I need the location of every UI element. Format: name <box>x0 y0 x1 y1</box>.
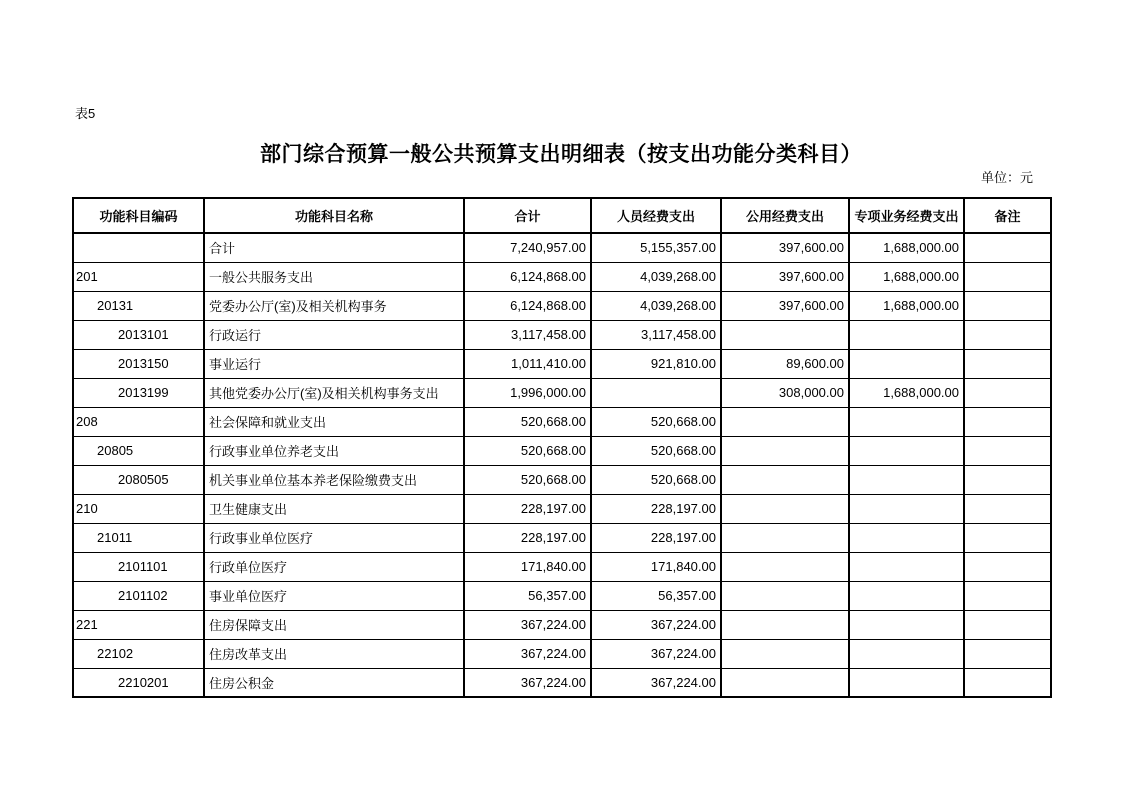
cell-special <box>849 494 964 523</box>
header-special: 专项业务经费支出 <box>849 198 964 233</box>
cell-total: 7,240,957.00 <box>464 233 591 262</box>
cell-code: 2101102 <box>73 581 204 610</box>
cell-public <box>721 523 849 552</box>
header-total: 合计 <box>464 198 591 233</box>
table-row <box>73 668 1051 697</box>
cell-personnel: 5,155,357.00 <box>591 233 721 262</box>
cell-total: 171,840.00 <box>464 552 591 581</box>
cell-total: 367,224.00 <box>464 610 591 639</box>
table-row <box>73 233 1051 262</box>
table-row <box>73 523 1051 552</box>
cell-special <box>849 523 964 552</box>
cell-total: 1,996,000.00 <box>464 378 591 407</box>
cell-personnel: 228,197.00 <box>591 523 721 552</box>
cell-public <box>721 639 849 668</box>
sheet-label: 表5 <box>75 106 96 121</box>
cell-personnel: 520,668.00 <box>591 407 721 436</box>
cell-total: 228,197.00 <box>464 494 591 523</box>
cell-code: 2101101 <box>73 552 204 581</box>
cell-name: 一般公共服务支出 <box>204 262 464 291</box>
header-remark: 备注 <box>964 198 1051 233</box>
cell-name: 住房公积金 <box>204 668 464 697</box>
cell-remark <box>964 494 1051 523</box>
cell-personnel: 3,117,458.00 <box>591 320 721 349</box>
table-row <box>73 436 1051 465</box>
cell-public: 308,000.00 <box>721 378 849 407</box>
cell-code: 2013101 <box>73 320 204 349</box>
cell-name: 行政事业单位养老支出 <box>204 436 464 465</box>
cell-remark <box>964 407 1051 436</box>
table-row <box>73 378 1051 407</box>
cell-remark <box>964 581 1051 610</box>
table-row <box>73 407 1051 436</box>
table-row <box>73 349 1051 378</box>
cell-code: 21011 <box>73 523 204 552</box>
table-row <box>73 262 1051 291</box>
cell-public <box>721 494 849 523</box>
cell-remark <box>964 610 1051 639</box>
cell-code <box>73 233 204 262</box>
cell-personnel: 4,039,268.00 <box>591 291 721 320</box>
cell-name: 事业运行 <box>204 349 464 378</box>
cell-special: 1,688,000.00 <box>849 291 964 320</box>
cell-public: 397,600.00 <box>721 291 849 320</box>
cell-name: 其他党委办公厅(室)及相关机构事务支出 <box>204 378 464 407</box>
cell-name: 事业单位医疗 <box>204 581 464 610</box>
cell-total: 367,224.00 <box>464 639 591 668</box>
cell-code: 2013199 <box>73 378 204 407</box>
cell-public <box>721 581 849 610</box>
cell-name: 卫生健康支出 <box>204 494 464 523</box>
cell-special <box>849 320 964 349</box>
cell-code: 201 <box>73 262 204 291</box>
cell-total: 56,357.00 <box>464 581 591 610</box>
cell-code: 221 <box>73 610 204 639</box>
cell-name: 合计 <box>204 233 464 262</box>
table-row <box>73 494 1051 523</box>
cell-personnel: 56,357.00 <box>591 581 721 610</box>
cell-remark <box>964 378 1051 407</box>
header-row <box>73 198 1051 233</box>
cell-total: 520,668.00 <box>464 465 591 494</box>
cell-name: 住房改革支出 <box>204 639 464 668</box>
cell-remark <box>964 320 1051 349</box>
table-row <box>73 465 1051 494</box>
cell-public: 397,600.00 <box>721 233 849 262</box>
cell-personnel: 520,668.00 <box>591 436 721 465</box>
header-code: 功能科目编码 <box>73 198 204 233</box>
cell-public <box>721 668 849 697</box>
header-personnel: 人员经费支出 <box>591 198 721 233</box>
cell-remark <box>964 523 1051 552</box>
cell-total: 520,668.00 <box>464 407 591 436</box>
cell-public <box>721 320 849 349</box>
cell-code: 2210201 <box>73 668 204 697</box>
cell-remark <box>964 436 1051 465</box>
cell-public <box>721 465 849 494</box>
cell-code: 2013150 <box>73 349 204 378</box>
cell-special <box>849 349 964 378</box>
cell-special: 1,688,000.00 <box>849 233 964 262</box>
cell-code: 22102 <box>73 639 204 668</box>
cell-public: 89,600.00 <box>721 349 849 378</box>
table-row <box>73 291 1051 320</box>
header-name: 功能科目名称 <box>204 198 464 233</box>
cell-personnel: 171,840.00 <box>591 552 721 581</box>
cell-special <box>849 581 964 610</box>
cell-name: 社会保障和就业支出 <box>204 407 464 436</box>
table-row <box>73 639 1051 668</box>
cell-personnel: 520,668.00 <box>591 465 721 494</box>
cell-name: 党委办公厅(室)及相关机构事务 <box>204 291 464 320</box>
cell-total: 6,124,868.00 <box>464 291 591 320</box>
cell-code: 2080505 <box>73 465 204 494</box>
cell-remark <box>964 465 1051 494</box>
cell-remark <box>964 668 1051 697</box>
cell-special <box>849 639 964 668</box>
cell-total: 228,197.00 <box>464 523 591 552</box>
cell-remark <box>964 233 1051 262</box>
cell-name: 行政单位医疗 <box>204 552 464 581</box>
cell-special <box>849 552 964 581</box>
cell-public <box>721 610 849 639</box>
cell-remark <box>964 291 1051 320</box>
cell-personnel: 367,224.00 <box>591 639 721 668</box>
table-row <box>73 581 1051 610</box>
table-header <box>73 198 1051 233</box>
cell-special <box>849 668 964 697</box>
cell-public <box>721 552 849 581</box>
cell-public <box>721 436 849 465</box>
cell-code: 20805 <box>73 436 204 465</box>
budget-table <box>72 197 1052 698</box>
cell-special <box>849 407 964 436</box>
cell-name: 行政事业单位医疗 <box>204 523 464 552</box>
cell-name: 机关事业单位基本养老保险缴费支出 <box>204 465 464 494</box>
cell-public: 397,600.00 <box>721 262 849 291</box>
cell-public <box>721 407 849 436</box>
cell-special <box>849 610 964 639</box>
cell-personnel <box>591 378 721 407</box>
cell-personnel: 367,224.00 <box>591 610 721 639</box>
cell-total: 520,668.00 <box>464 436 591 465</box>
table-row <box>73 610 1051 639</box>
cell-name: 住房保障支出 <box>204 610 464 639</box>
cell-special <box>849 465 964 494</box>
cell-remark <box>964 262 1051 291</box>
cell-personnel: 921,810.00 <box>591 349 721 378</box>
cell-total: 367,224.00 <box>464 668 591 697</box>
cell-special: 1,688,000.00 <box>849 262 964 291</box>
cell-personnel: 4,039,268.00 <box>591 262 721 291</box>
header-public: 公用经费支出 <box>721 198 849 233</box>
cell-remark <box>964 639 1051 668</box>
unit-label: 单位：元 <box>980 170 1033 185</box>
cell-total: 6,124,868.00 <box>464 262 591 291</box>
table-body <box>73 233 1051 697</box>
cell-name: 行政运行 <box>204 320 464 349</box>
page-title: 部门综合预算一般公共预算支出明细表（按支出功能分类科目） <box>260 143 862 166</box>
cell-special: 1,688,000.00 <box>849 378 964 407</box>
cell-remark <box>964 552 1051 581</box>
cell-total: 1,011,410.00 <box>464 349 591 378</box>
cell-remark <box>964 349 1051 378</box>
cell-total: 3,117,458.00 <box>464 320 591 349</box>
table-row <box>73 320 1051 349</box>
cell-special <box>849 436 964 465</box>
cell-personnel: 367,224.00 <box>591 668 721 697</box>
table-row <box>73 552 1051 581</box>
cell-code: 210 <box>73 494 204 523</box>
cell-personnel: 228,197.00 <box>591 494 721 523</box>
cell-code: 208 <box>73 407 204 436</box>
cell-code: 20131 <box>73 291 204 320</box>
